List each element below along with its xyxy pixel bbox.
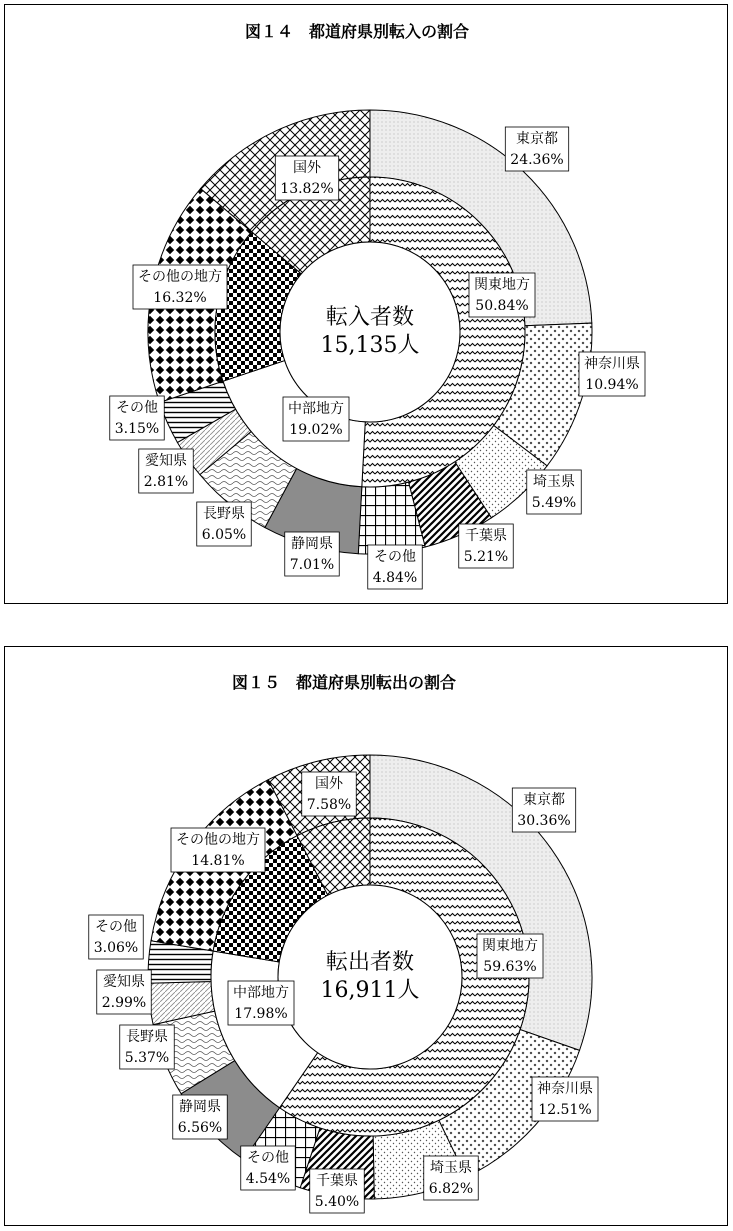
data-label: 3.06% <box>93 940 139 956</box>
outer-label-2 <box>424 1156 478 1200</box>
outer-label-2 <box>527 470 581 514</box>
outer-label-0 <box>512 788 575 832</box>
slice-name-label: 中部地方 <box>288 401 344 417</box>
slice-name-label: 東京都 <box>516 131 558 147</box>
slice-name-label: その他 <box>116 400 158 416</box>
chart-title: 図１５ 都道府県別転出の割合 <box>231 673 457 692</box>
data-label: 7.01% <box>289 557 335 573</box>
slice-name-label: 中部地方 <box>233 985 289 1001</box>
slice-name-label: その他の地方 <box>138 269 222 285</box>
slice-name-label: 千葉県 <box>465 528 507 544</box>
data-label: 6.05% <box>201 527 247 543</box>
outer-label-4 <box>241 1146 295 1190</box>
slice-name-label: その他 <box>247 1150 289 1166</box>
data-label: 6.82% <box>428 1181 474 1197</box>
data-label: 3.15% <box>114 421 160 437</box>
outer-label-8 <box>89 915 143 959</box>
data-label: 13.82% <box>280 181 334 197</box>
center-hole <box>278 885 462 1069</box>
data-label: 16.32% <box>153 290 207 306</box>
slice-name-label: 静岡県 <box>179 1099 221 1115</box>
data-label: 24.36% <box>510 152 564 168</box>
slice-name-label: 埼玉県 <box>533 474 575 490</box>
outer-label-5 <box>285 532 339 576</box>
inner-label-1 <box>228 981 294 1025</box>
center-hole <box>280 242 460 422</box>
inner-label-3 <box>275 156 338 200</box>
outer-label-4 <box>368 545 422 589</box>
outer-label-7 <box>97 970 151 1014</box>
slice-name-label: 長野県 <box>203 506 245 522</box>
slice-name-label: 神奈川県 <box>537 1081 593 1097</box>
outer-label-1 <box>579 352 645 396</box>
data-label: 4.84% <box>372 570 418 586</box>
inner-label-0 <box>469 273 535 317</box>
outer-label-7 <box>139 449 193 493</box>
slice-name-label: 千葉県 <box>316 1173 358 1189</box>
data-label: 2.81% <box>143 474 189 490</box>
data-label: 10.94% <box>585 377 639 393</box>
data-label: 14.81% <box>191 853 245 869</box>
data-label: 6.56% <box>177 1120 223 1136</box>
slice-name-label: 国外 <box>315 776 343 792</box>
data-label: 5.40% <box>314 1194 360 1210</box>
center-label: 転出者数 <box>325 950 415 975</box>
center-label: 15,135人 <box>320 333 420 358</box>
slice-name-label: 長野県 <box>126 1029 168 1045</box>
data-label: 4.54% <box>245 1171 291 1187</box>
data-label: 50.84% <box>475 298 529 314</box>
data-label: 59.63% <box>483 959 537 975</box>
inner-label-2 <box>171 828 265 872</box>
data-label: 19.02% <box>289 422 343 438</box>
center-label: 転入者数 <box>325 305 415 330</box>
outer-label-5 <box>173 1095 227 1139</box>
center-label: 16,911人 <box>320 978 420 1003</box>
data-label: 2.99% <box>101 995 147 1011</box>
data-label: 5.37% <box>124 1050 170 1066</box>
outer-label-8 <box>110 396 164 440</box>
outer-label-3 <box>459 524 513 568</box>
slice-name-label: 国外 <box>293 160 321 176</box>
data-label: 12.51% <box>538 1102 592 1118</box>
slice-name-label: 静岡県 <box>291 536 333 552</box>
outer-label-3 <box>310 1169 364 1213</box>
slice-name-label: 関東地方 <box>482 938 538 954</box>
outer-label-6 <box>120 1025 174 1069</box>
slice-name-label: 愛知県 <box>103 974 145 990</box>
chart-panel-outflow <box>4 646 728 1226</box>
inner-label-0 <box>477 934 543 978</box>
data-label: 5.21% <box>463 549 509 565</box>
slice-name-label: その他 <box>95 919 137 935</box>
slice-name-label: 愛知県 <box>145 453 187 469</box>
data-label: 17.98% <box>234 1006 288 1022</box>
outer-label-1 <box>532 1077 598 1121</box>
slice-name-label: 東京都 <box>523 792 565 808</box>
slice-name-label: その他 <box>374 549 416 565</box>
inner-label-2 <box>133 265 227 309</box>
data-label: 7.58% <box>306 797 352 813</box>
outer-label-6 <box>197 502 251 546</box>
data-label: 30.36% <box>517 813 571 829</box>
outer-label-0 <box>505 127 568 171</box>
donut-chart-outflow <box>5 647 726 1224</box>
data-label: 5.49% <box>531 495 577 511</box>
inner-label-1 <box>283 397 349 441</box>
donut-chart-inflow <box>5 5 726 602</box>
slice-name-label: その他の地方 <box>176 832 260 848</box>
chart-title: 図１４ 都道府県別転入の割合 <box>244 22 470 41</box>
chart-panel-inflow <box>4 4 728 604</box>
inner-label-3 <box>302 772 356 816</box>
slice-name-label: 埼玉県 <box>430 1160 472 1176</box>
slice-name-label: 神奈川県 <box>584 356 640 372</box>
slice-name-label: 関東地方 <box>474 277 530 293</box>
